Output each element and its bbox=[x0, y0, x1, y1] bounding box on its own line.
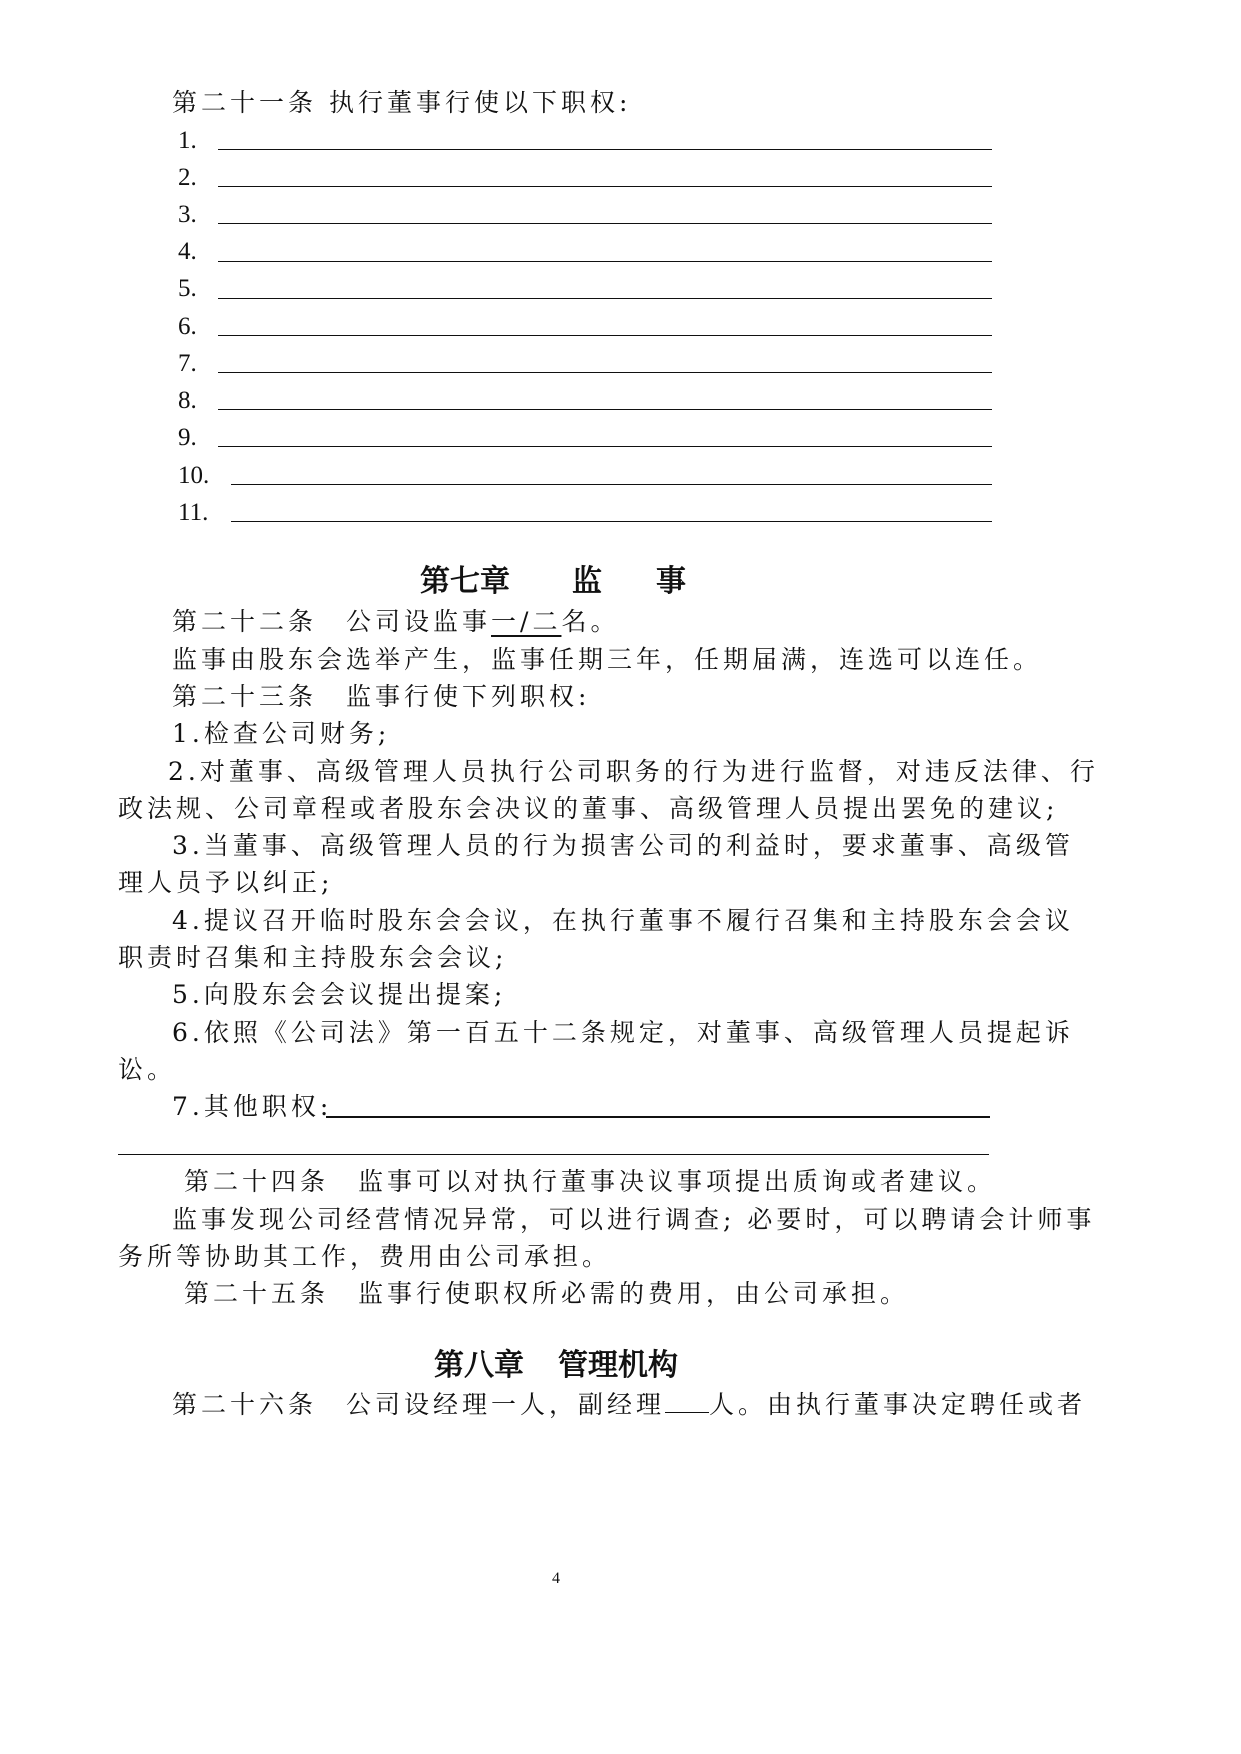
article-26-prefix: 第二十六条 公司设经理一人，副经理 bbox=[172, 1390, 666, 1419]
power-item-5: 5.向股东会会议提出提案; bbox=[172, 980, 507, 1009]
list-item-number: 8. bbox=[178, 387, 197, 414]
list-item-number: 7. bbox=[178, 350, 197, 377]
power-item-7: 7.其他职权: bbox=[172, 1092, 333, 1121]
chapter-7-title-word-2: 事 bbox=[656, 564, 686, 599]
fill-in-blank-line bbox=[218, 261, 992, 262]
chapter-8-title-number: 第八章 bbox=[434, 1348, 524, 1383]
power-item-3-line-1: 3.当董事、高级管理人员的行为损害公司的利益时，要求董事、高级管 bbox=[172, 831, 1074, 860]
list-item-number: 2. bbox=[178, 164, 197, 191]
page-number: 4 bbox=[552, 1570, 560, 1587]
list-item-number: 9. bbox=[178, 424, 197, 451]
article-26-suffix: 人。由执行董事决定聘任或者 bbox=[709, 1390, 1087, 1419]
deputy-manager-count-blank bbox=[665, 1390, 709, 1413]
power-item-1: 1.检查公司财务; bbox=[172, 719, 391, 748]
fill-in-blank-line bbox=[218, 372, 992, 373]
fill-in-blank-line bbox=[231, 484, 992, 485]
fill-in-blank-line bbox=[218, 223, 992, 224]
list-item-number: 6. bbox=[178, 313, 197, 340]
fill-in-blank-line bbox=[326, 1116, 990, 1118]
fill-in-blank-line bbox=[218, 149, 992, 150]
article-24-paragraph-2-line-1: 监事发现公司经营情况异常，可以进行调查; 必要时，可以聘请会计师事 bbox=[172, 1205, 1096, 1234]
list-item-number: 5. bbox=[178, 275, 197, 302]
article-24: 第二十四条 监事可以对执行董事决议事项提出质询或者建议。 bbox=[184, 1167, 997, 1196]
list-item-number: 4. bbox=[178, 238, 197, 265]
article-26 bbox=[172, 1390, 1086, 1420]
fill-in-blank-line bbox=[231, 521, 992, 522]
fill-in-blank-line bbox=[218, 298, 992, 299]
power-item-2-line-2: 政法规、公司章程或者股东会决议的董事、高级管理人员提出罢免的建议; bbox=[118, 794, 1059, 823]
fill-in-blank-line bbox=[118, 1154, 989, 1155]
fill-in-blank-line bbox=[218, 335, 992, 336]
list-item-number: 3. bbox=[178, 201, 197, 228]
chapter-8-title-word: 管理机构 bbox=[558, 1348, 678, 1383]
chapter-7-title-word-1: 监 bbox=[572, 564, 602, 599]
fill-in-blank-line bbox=[218, 446, 992, 447]
article-22-prefix: 第二十二条 公司设监事 bbox=[172, 607, 492, 636]
article-22-suffix: 名。 bbox=[561, 607, 620, 636]
power-item-4-line-1: 4.提议召开临时股东会会议，在执行董事不履行召集和主持股东会会议 bbox=[172, 906, 1074, 935]
list-item-number: 10. bbox=[178, 462, 210, 489]
article-23-heading: 第二十三条 监事行使下列职权: bbox=[172, 682, 591, 711]
article-21-heading: 第二十一条 执行董事行使以下职权: bbox=[172, 88, 632, 117]
list-item-number: 1. bbox=[178, 127, 197, 154]
power-item-6-line-1: 6.依照《公司法》第一百五十二条规定，对董事、高级管理人员提起诉 bbox=[172, 1018, 1074, 1047]
fill-in-blank-line bbox=[218, 186, 992, 187]
supervisor-count-option: 一/二 bbox=[491, 607, 562, 636]
power-item-2-line-1: 2.对董事、高级管理人员执行公司职务的行为进行监督，对违反法律、行 bbox=[168, 757, 1099, 786]
power-item-6-line-2: 讼。 bbox=[118, 1055, 177, 1084]
list-item-number: 11. bbox=[178, 499, 209, 526]
article-22 bbox=[172, 607, 619, 637]
article-24-paragraph-2-line-2: 务所等协助其工作，费用由公司承担。 bbox=[118, 1242, 612, 1271]
power-item-3-line-2: 理人员予以纠正; bbox=[118, 868, 334, 897]
chapter-7-title-number: 第七章 bbox=[420, 564, 510, 599]
fill-in-blank-line bbox=[218, 409, 992, 410]
article-22-paragraph-2: 监事由股东会选举产生，监事任期三年，任期届满，连选可以连任。 bbox=[172, 645, 1043, 674]
article-25: 第二十五条 监事行使职权所必需的费用，由公司承担。 bbox=[184, 1279, 910, 1308]
power-item-4-line-2: 职责时召集和主持股东会会议; bbox=[118, 943, 508, 972]
